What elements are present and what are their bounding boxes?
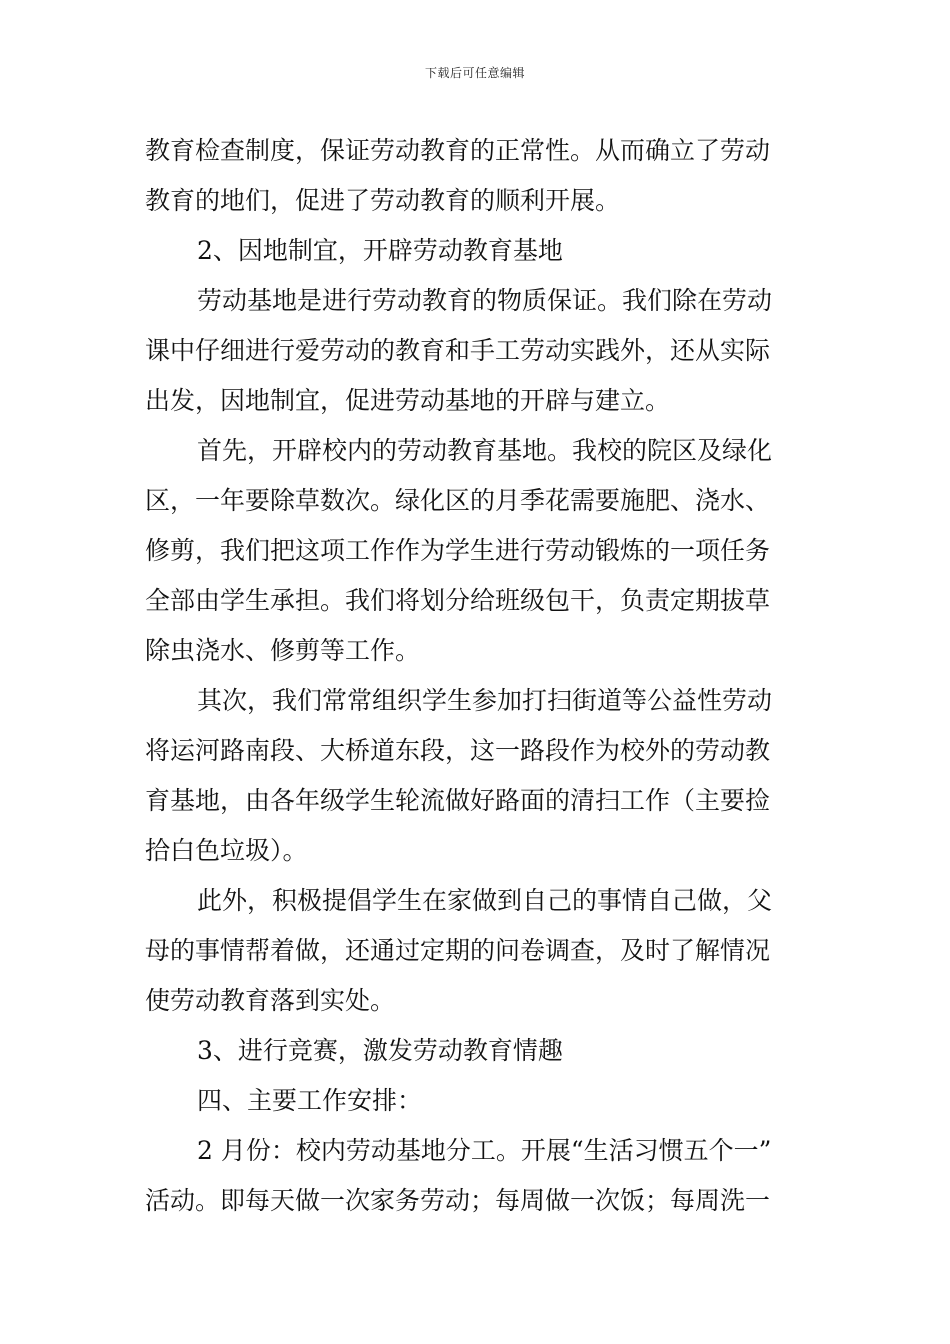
text-line: 3、进行竞赛，激发劳动教育情趣: [197, 1036, 563, 1065]
text-line: 使劳动教育落到实处。: [145, 986, 396, 1015]
text-line: 2、因地制宜，开辟劳动教育基地: [197, 236, 563, 265]
text-line: 区，一年要除草数次。绿化区的月季花需要施肥、浇水、: [145, 486, 771, 515]
text-line: 除虫浇水、修剪等工作。: [145, 636, 421, 665]
text-line: 育基地，由各年级学生轮流做好路面的清扫工作（主要捡: [145, 786, 771, 815]
text-line: 将运河路南段、大桥道东段，这一路段作为校外的劳动教: [145, 736, 771, 765]
text-line: 拾白色垃圾）。: [145, 836, 308, 865]
text-line: 劳动基地是进行劳动教育的物质保证。我们除在劳动: [197, 286, 773, 315]
document-body: [145, 126, 807, 1226]
text-line: 其次，我们常常组织学生参加打扫街道等公益性劳动: [197, 686, 773, 715]
text-line: 四、主要工作安排：: [197, 1086, 423, 1115]
text-line: 课中仔细进行爱劳动的教育和手工劳动实践外，还从实际: [145, 336, 771, 365]
page-header: 下载后可任意编辑: [424, 66, 525, 80]
text-line: 全部由学生承担。我们将划分给班级包干，负责定期拔草: [145, 586, 771, 615]
text-line: 教育的地们，促进了劳动教育的顺利开展。: [145, 186, 621, 215]
text-line: 教育检查制度，保证劳动教育的正常性。从而确立了劳动: [145, 136, 771, 165]
text-line: 活动。即每天做一次家务劳动；每周做一次饭；每周洗一: [145, 1186, 771, 1215]
text-line: 出发，因地制宜，促进劳动基地的开辟与建立。: [145, 386, 671, 415]
text-line: 此外，积极提倡学生在家做到自己的事情自己做，父: [197, 886, 773, 915]
text-line: 2 月份：校内劳动基地分工。开展“生活习惯五个一”: [197, 1136, 772, 1165]
text-line: 修剪，我们把这项工作作为学生进行劳动锻炼的一项任务: [145, 536, 771, 565]
text-line: 首先，开辟校内的劳动教育基地。我校的院区及绿化: [197, 436, 773, 465]
text-line: 母的事情帮着做，还通过定期的问卷调查，及时了解情况: [145, 936, 771, 965]
